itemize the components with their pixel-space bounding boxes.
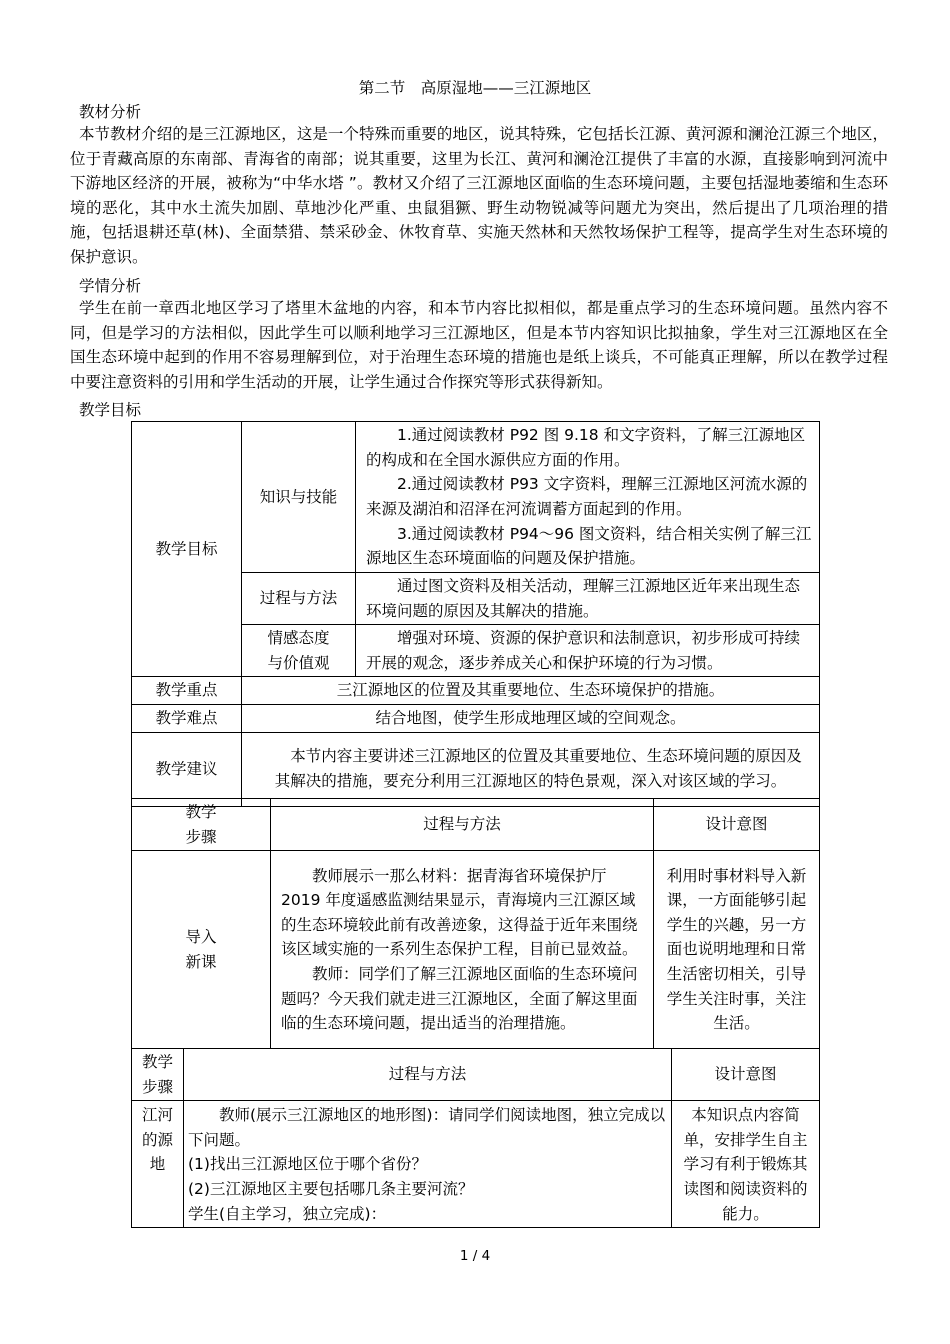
intro-process-paragraph-2: 教师：同学们了解三江源地区面临的生态环境问题吗？今天我们就走进三江源地区，全面了解这里面临的生态环境问题，提出适当的治理措施。 — [281, 964, 638, 1033]
suggestion-text: 本节内容主要讲述三江源地区的位置及其重要地位、生态环境问题的原因及其解决的措施，要充分利用三江源地区的特色景观，深入对该区域的学习。 — [242, 732, 820, 806]
intro-intent: 利用时事材料导入新课，一方面能够引起学生的兴趣，另一方面也说明地理和日常生活密切相关，引导学生关注时事，关注生活。 — [654, 851, 820, 1049]
knowledge-cell — [356, 422, 820, 573]
heading-students: 学情分析 — [79, 277, 142, 295]
process-text: 通过图文资料及相关活动，理解三江源地区近年来出现生态环境问题的原因及其解决的措施。 — [356, 573, 820, 625]
source-label-line-2: 的源 — [141, 1130, 173, 1149]
intro-label-line-1: 导入 — [185, 928, 217, 947]
source-label — [132, 1101, 184, 1228]
source-label-line-3: 地 — [149, 1155, 166, 1174]
difficult-point-label: 教学难点 — [132, 704, 242, 732]
key-point-label: 教学重点 — [132, 677, 242, 705]
intro-label — [132, 851, 271, 1049]
steps-table-1 — [131, 798, 820, 1049]
goals-table — [131, 421, 820, 807]
source-process-student: 学生(自主学习，独立完成)： — [188, 1204, 387, 1223]
emotion-label — [242, 625, 356, 677]
paragraph-students: 学生在前一章西北地区学习了塔里木盆地的内容，和本节内容比拟相似，都是重点学习的生态环境问题。虽然内容不同，但是学习的方法相似，因此学生可以顺利地学习三江源地区，但是本节内容知识比拟抽象，学生对三江源地区在全国生态环境中起到的作用不容易理解到位，对于治理生态环境的措施也是纸上谈兵，不可能真正理解，所以在教学过程中要注意资料的引用和学生活动的开展，让学生通过合作探究等形式获得新知。 — [70, 299, 888, 391]
step-header — [132, 1049, 184, 1101]
source-process — [184, 1101, 672, 1228]
difficult-point-text: 结合地图，使学生形成地理区域的空间观念。 — [242, 704, 820, 732]
step-header-line-1: 教学 — [141, 1053, 173, 1071]
step-header — [132, 799, 271, 851]
intent-header: 设计意图 — [654, 799, 820, 851]
knowledge-item-3: 3.通过阅读教材 P94～96 图文资料，结合相关实例了解三江源地区生态环境面临的问题及保护措施。 — [366, 524, 812, 568]
step-header-line-1: 教学 — [185, 803, 217, 821]
page-number: 1 / 4 — [459, 1248, 491, 1264]
heading-goals: 教学目标 — [79, 401, 142, 419]
source-intent: 本知识点内容简单，安排学生自主学习有利于锻炼其读图和阅读资料的能力。 — [672, 1101, 820, 1228]
step-header-line-2: 步骤 — [185, 827, 217, 846]
goals-row-label: 教学目标 — [132, 422, 242, 677]
emotion-text: 增强对环境、资源的保护意识和法制意识，初步形成可持续开展的观念，逐步养成关心和保护环境的行为习惯。 — [356, 625, 820, 677]
source-label-line-1: 江河 — [141, 1106, 173, 1125]
knowledge-label: 知识与技能 — [242, 422, 356, 573]
heading-materials: 教材分析 — [79, 103, 142, 121]
steps-table-2 — [131, 1048, 820, 1228]
intro-process — [271, 851, 654, 1049]
intent-header: 设计意图 — [672, 1049, 820, 1101]
suggestion-label: 教学建议 — [132, 732, 242, 806]
intro-process-paragraph-1: 教师展示一那么材料：据青海省环境保护厅 2019 年度遥感监测结果显示，青海境内三江源区域的生态环境较此前有改善迹象，这得益于近年来围绕该区域实施的一系列生态保护工程，目前已显效益。 — [281, 866, 638, 959]
paragraph-materials: 本节教材介绍的是三江源地区，这是一个特殊而重要的地区，说其特殊，它包括长江源、黄河源和澜沧江源三个地区，位于青藏高原的东南部、青海省的南部；说其重要，这里为长江、黄河和澜沧江提供了丰富的水源，直接影响到河流中下游地区经济的开展，被称为“中华水塔 ”。教材又介绍了三江源地区面临的生态环境问题，主要包括湿地萎缩和生态环境的恶化，其中水土流失加剧、草地沙化严重、虫鼠猖獗、野生动物锐减等问题尤为突出，然后提出了几项治理的措施，包括退耕还草(林)、全面禁猎、禁采砂金、休牧育草、实施天然林和天然牧场保护工程等，提高学生对生态环境的保护意识。 — [70, 125, 888, 266]
process-label: 过程与方法 — [242, 573, 356, 625]
process-header: 过程与方法 — [184, 1049, 672, 1101]
knowledge-item-2: 2.通过阅读教材 P93 文字资料，理解三江源地区河流水源的来源及湖泊和沼泽在河流调蓄方面起到的作用。 — [366, 475, 808, 518]
emotion-label-line-2: 与价值观 — [267, 653, 330, 672]
step-header-line-2: 步骤 — [141, 1077, 173, 1096]
process-header: 过程与方法 — [271, 799, 654, 851]
page-title: 第二节 高原湿地——三江源地区 — [358, 79, 592, 97]
emotion-label-line-1: 情感态度 — [267, 629, 330, 648]
intro-label-line-2: 新课 — [185, 952, 217, 971]
source-process-question-2: (2)三江源地区主要包括哪几条主要河流？ — [188, 1179, 474, 1198]
key-point-text: 三江源地区的位置及其重要地位、生态环境保护的措施。 — [242, 677, 820, 705]
source-process-question-1: (1)找出三江源地区位于哪个省份？ — [188, 1155, 427, 1174]
knowledge-item-1: 1.通过阅读教材 P92 图 9.18 和文字资料，了解三江源地区的构成和在全国水源供应方面的作用。 — [366, 426, 806, 469]
source-process-line-1: 教师(展示三江源地区的地形图)：请同学们阅读地图，独立完成以下问题。 — [188, 1106, 666, 1149]
